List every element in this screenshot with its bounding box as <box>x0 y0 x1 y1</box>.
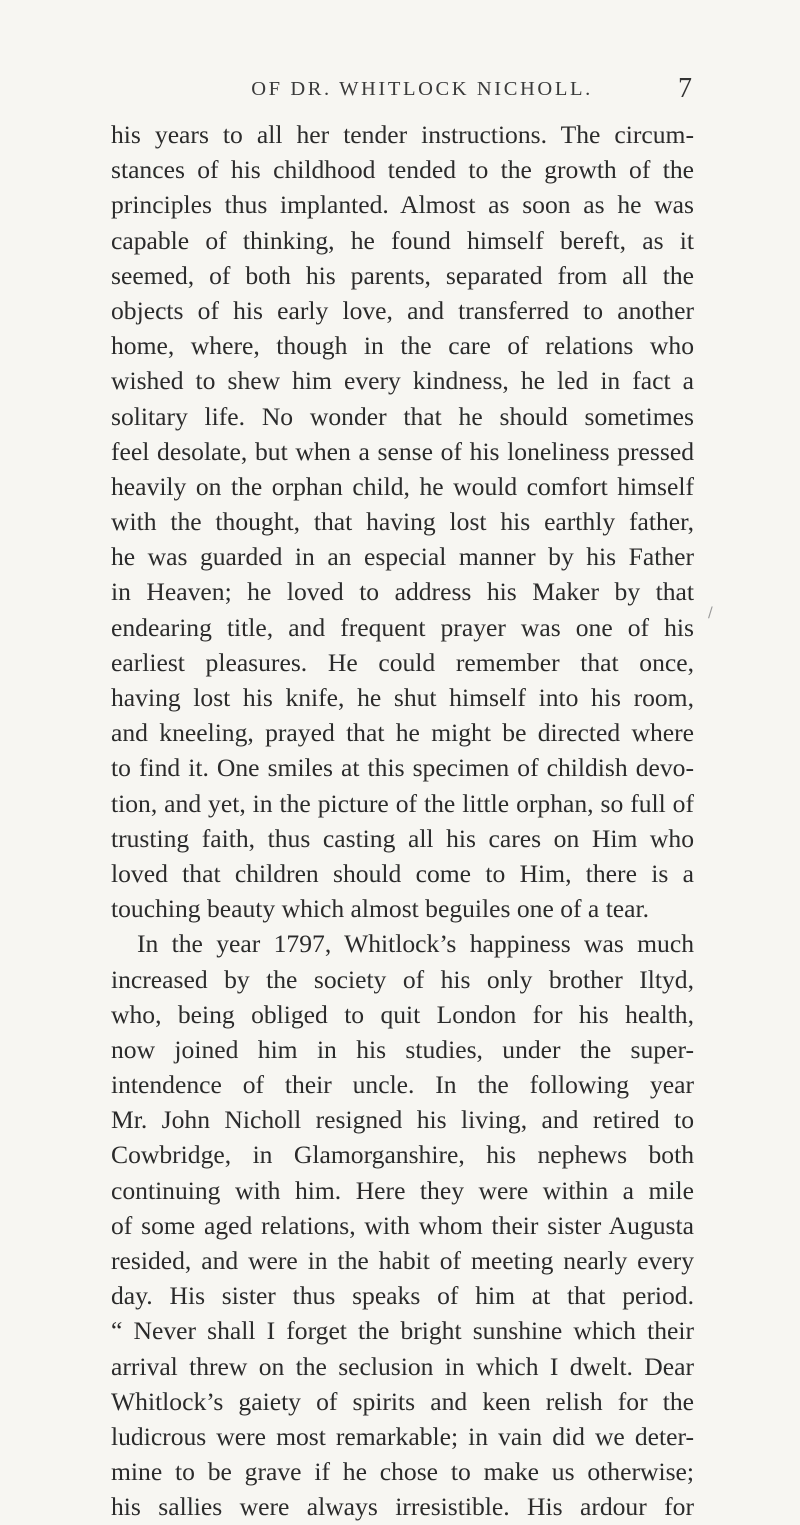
text-line: capable of thinking, he found himself bereft, as it <box>111 225 694 255</box>
text-line: mine to be grave if he chose to make us otherwise; <box>111 1457 694 1487</box>
text-line: touching beauty which almost beguiles one of a tear. <box>111 894 650 924</box>
text-line: continuing with him. Here they were within a mile <box>111 1175 694 1205</box>
text-line: trusting faith, thus casting all his cares on Him who <box>111 823 694 853</box>
text-line: who, being obliged to quit London for his health, <box>111 999 694 1029</box>
text-line: to find it. One smiles at this specimen of childish devo- <box>111 753 694 783</box>
body-text <box>111 117 694 1525</box>
text-line: of some aged relations, with whom their sister Augusta <box>111 1210 694 1240</box>
text-line: having lost his knife, he shut himself into his room, <box>111 683 694 712</box>
text-line: Whitlock’s gaiety of spirits and keen relish for the <box>111 1386 694 1416</box>
text-line: Cowbridge, in Glamorganshire, his nephews both <box>111 1140 694 1170</box>
text-line: intendence of their uncle. In the following year <box>111 1070 694 1100</box>
text-line: objects of his early love, and transferred to another <box>111 295 694 325</box>
running-head <box>112 72 692 106</box>
text-line: increased by the society of his only brother Iltyd, <box>111 964 694 994</box>
text-line: endearing title, and frequent prayer was one of his <box>111 612 694 642</box>
text-line: his sallies were always irresistible. His ardour for <box>111 1492 694 1522</box>
text-line: Mr. John Nicholl resigned his living, and retired to <box>111 1105 694 1135</box>
text-line: feel desolate, but when a sense of his loneliness pressed <box>111 436 694 466</box>
text-line: loved that children should come to Him, there is a <box>111 858 694 888</box>
text-line: in Heaven; he loved to address his Maker by that <box>111 577 694 607</box>
text-line: wished to shew him every kindness, he led in fact a <box>111 366 694 396</box>
margin-pencil-mark: / <box>708 605 713 621</box>
text-line: day. His sister thus speaks of him at that period. <box>111 1281 694 1311</box>
text-line: now joined him in his studies, under the super- <box>111 1034 694 1064</box>
text-line: ludicrous were most remarkable; in vain did we deter- <box>111 1421 694 1451</box>
text-line: resided, and were in the habit of meeting nearly every <box>111 1246 694 1275</box>
text-line: and kneeling, prayed that he might be directed where <box>111 718 694 748</box>
text-line: home, where, though in the care of relations who <box>111 331 694 361</box>
text-line: earliest pleasures. He could remember that once, <box>111 647 694 677</box>
text-line: he was guarded in an especial manner by his Father <box>111 542 694 572</box>
text-line: solitary life. No wonder that he should sometimes <box>111 401 694 431</box>
page-number: 7 <box>678 73 692 104</box>
text-line: his years to all her tender instructions. The circum- <box>111 120 694 149</box>
text-line: stances of his childhood tended to the growth of the <box>111 155 694 185</box>
text-line: tion, and yet, in the picture of the little orphan, so full of <box>111 788 694 818</box>
text-line: “ Never shall I forget the bright sunshine which their <box>111 1316 694 1346</box>
text-line: principles thus implanted. Almost as soon as he was <box>111 190 694 220</box>
running-title: OF DR. WHITLOCK NICHOLL. <box>251 78 593 100</box>
text-line: arrival threw on the seclusion in which I dwelt. Dear <box>111 1351 694 1381</box>
text-line: seemed, of both his parents, separated from all the <box>111 260 694 290</box>
text-line: with the thought, that having lost his earthly father, <box>111 507 694 537</box>
paragraph-start-line: In the year 1797, Whitlock’s happiness was much <box>137 929 694 959</box>
text-line: heavily on the orphan child, he would comfort himself <box>111 471 694 501</box>
